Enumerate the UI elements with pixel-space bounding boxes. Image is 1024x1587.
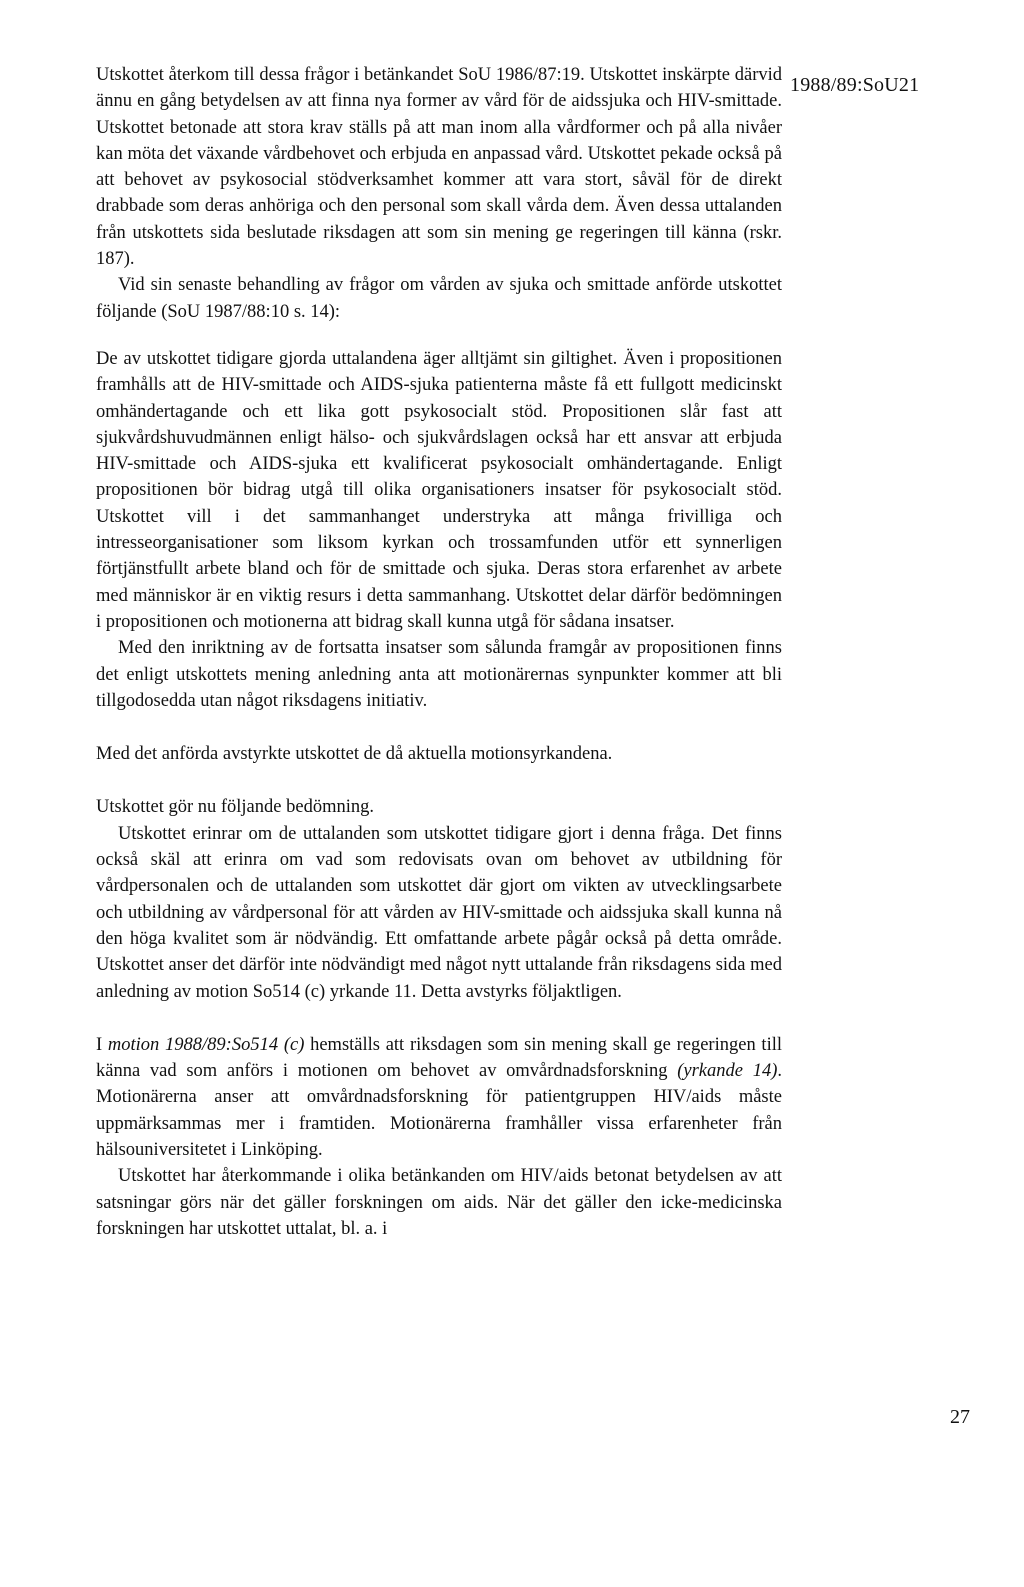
motion-reference: motion 1988/89:So514 (c) bbox=[107, 1034, 305, 1055]
paragraph-7: Utskottet har återkommande i olika betänkanden om HIV/aids betonat betydelsen av att satsningar görs när det gäller forskningen om aids. När det gäller den icke-medicinska forskningen har utskottet uttalat, bl. a. i bbox=[96, 1166, 782, 1239]
paragraph-5: Utskottet erinrar om de uttalanden som utskottet tidigare gjort i denna fråga. Det finns också skäl att erinra om vad som redovisats ovan om behovet av utbildning för vårdpersonalen och de uttalanden som utskottet där gjort om vikten av utvecklingsarbete och utbildning av vårdpersonal för att vården av HIV-smittade och aidssjuka skall kunna nå den höga kvalitet som är nödvändig. Ett omfattande arbete pågår också på detta område. Utskottet anser det därför inte nödvändigt med något nytt uttalande från riksdagens sida med anledning av motion So514 (c) yrkande 11. Detta avstyrks följaktligen. bbox=[96, 823, 782, 1002]
document-reference: 1988/89:SoU21 bbox=[790, 74, 920, 96]
paragraph-6-middle: hemställs att riksdagen som sin mening skall ge regeringen till känna vad som anförs i motionen om behovet av omvårdnadsforskning bbox=[96, 1034, 782, 1082]
paragraph-1: Utskottet återkom till dessa frågor i betänkandet SoU 1986/87:19. Utskottet inskärpte därvid ännu en gång betydelsen av att finna nya former av vård för de aidssjuka och HIV-smittade. Utskottet betonade att stora krav ställs på att man inom alla vårdformer och på alla nivåer kan möta det växande vårdbehovet och erbjuda en anpassad vård. Utskottet pekade också på att behovet av psykosocial stödverksamhet kommer att vara stort, såväl för de direkt drabbade som deras anhöriga och den personal som skall vårda dem. Även dessa uttalanden från utskottets sida beslutade riksdagen att som sin mening ge regeringen till känna (rskr. 187). bbox=[96, 65, 782, 270]
paragraph-6-prefix: I bbox=[96, 1034, 108, 1055]
paragraph-2: Vid sin senaste behandling av frågor om vården av sjuka och smittade anförde utskottet följande (SoU 1987/88:10 s. 14): bbox=[96, 275, 782, 322]
quote-paragraph-2: Med den inriktning av de fortsatta insatser som sålunda framgår av propositionen finns det enligt utskottets mening anledning anta att motionärernas synpunkter kommer att bli tillgodosedda utan något riksdagens initiativ. bbox=[96, 638, 782, 711]
paragraph-3: Med det anförda avstyrkte utskottet de då aktuella motionsyrkandena. bbox=[96, 744, 613, 765]
paragraph-6-rest: . Motionärerna anser att omvårdnadsforskning för patientgruppen HIV/aids måste uppmärksammas mer i framtiden. Motionärerna framhåller vissa erfarenheter från hälsouniversitetet i Linköping. bbox=[96, 1061, 782, 1160]
quote-paragraph-1: De av utskottet tidigare gjorda uttalandena äger alltjämt sin giltighet. Även i propositionen framhålls att de HIV-smittade och AIDS-sjuka patienterna måste få ett fullgott medicinskt omhändertagande och ett lika gott psykosocialt stöd. Propositionen slår fast att sjukvårdshuvudmännen enligt hälso- och sjukvårdslagen också har ett ansvar att erbjuda HIV-smittade och AIDS-sjuka ett kvalificerat psykosocialt omhändertagande. Enligt propositionen bör bidrag utgå till olika organisationers insatser för psykosocialt stöd. Utskottet vill i det sammanhanget understryka att många frivilliga och intresseorganisationer som liksom kyrkan och trossamfunden utför ett synnerligen förtjänstfullt arbete bland och för de smittade och sjuka. Deras stora erfarenhet av arbete med människor är en viktig resurs i detta sammanhang. Utskottet delar därför bedömningen i propositionen och motionerna att bidrag skall kunna utgå för sådana insatser. bbox=[96, 348, 782, 632]
quoted-statement bbox=[96, 346, 782, 714]
yrkande-reference: (yrkande 14) bbox=[677, 1061, 778, 1082]
body-text bbox=[96, 62, 782, 1242]
paragraph-6 bbox=[96, 1032, 782, 1163]
page-number: 27 bbox=[950, 1406, 970, 1428]
paragraph-4: Utskottet gör nu följande bedömning. bbox=[96, 797, 374, 818]
